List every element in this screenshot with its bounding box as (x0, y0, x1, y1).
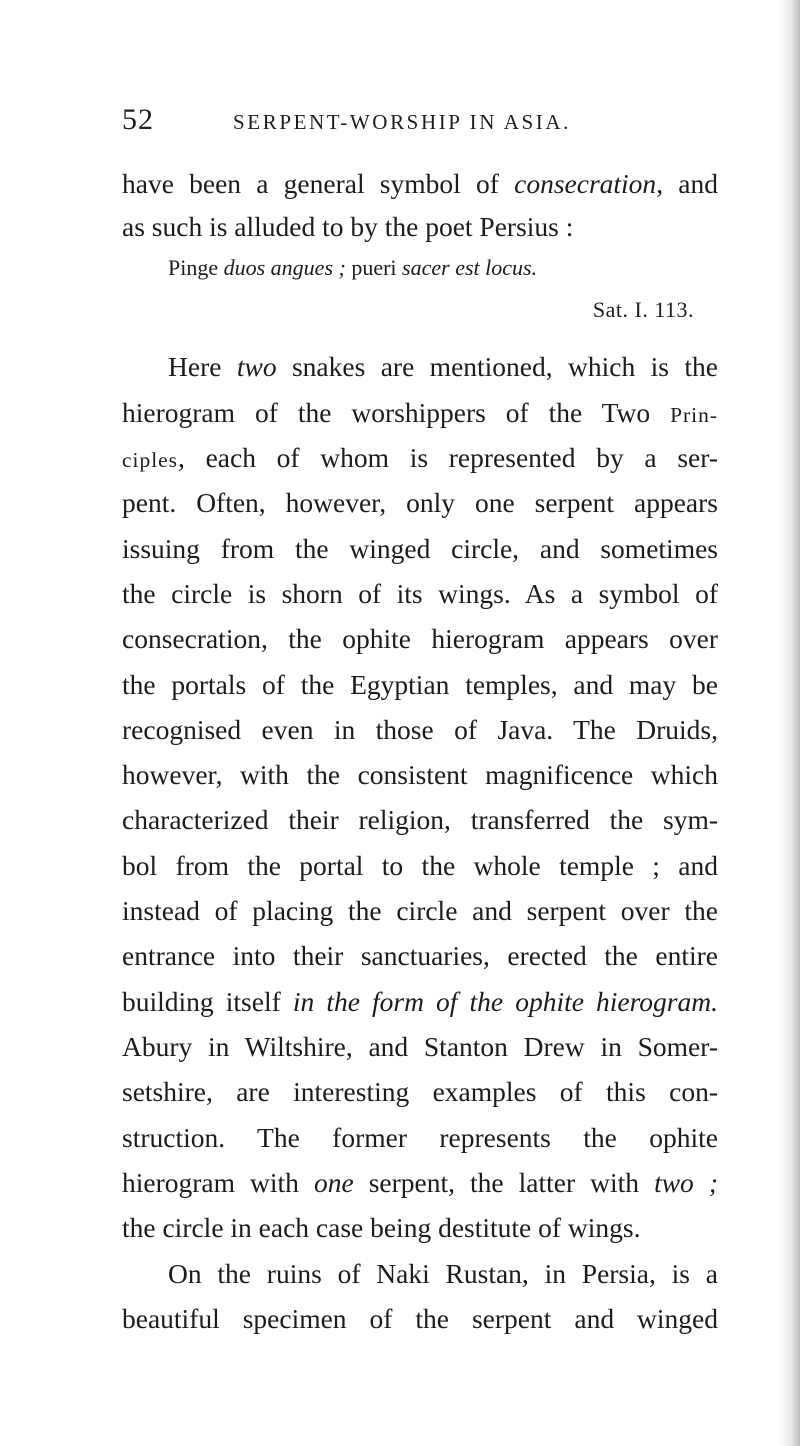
quote-citation: Sat. I. 113. (592, 297, 694, 322)
text-line: entrance into their sanctuaries, erected the entire (122, 940, 718, 971)
text-line: the circle in each case being destitute of wings. (122, 1212, 641, 1243)
text-line: the circle is shorn of its wings. As a symbol of (122, 578, 718, 609)
text-line: beautiful specimen of the serpent and winged (122, 1303, 718, 1334)
text-line: building itself in the form of the ophite hierogram. (122, 986, 718, 1017)
text-line: ciples, each of whom is represented by a ser- (122, 442, 718, 473)
text-line: as such is alluded to by the poet Persius : (122, 211, 574, 242)
text-line: struction. The former represents the ophite (122, 1122, 718, 1153)
page-number: 52 (122, 103, 154, 136)
text-line: On the ruins of Naki Rustan, in Persia, is a (168, 1258, 718, 1289)
text-line: consecration, the ophite hierogram appears over (122, 623, 718, 654)
text-line: pent. Often, however, only one serpent appears (122, 487, 718, 518)
text-line: however, with the consistent magnificence which (122, 759, 718, 790)
text-line: hierogram with one serpent, the latter with two ; (122, 1167, 718, 1198)
text-line: Here two snakes are mentioned, which is the (168, 351, 718, 382)
text-line: characterized their religion, transferred the sym- (122, 804, 718, 835)
page-edge-shadow (778, 0, 800, 1446)
running-head: SERPENT-WORSHIP IN ASIA. (233, 110, 571, 134)
text-line: setshire, are interesting examples of this con- (122, 1076, 718, 1107)
text-line: instead of placing the circle and serpent over the (122, 895, 718, 926)
text-line: hierogram of the worshippers of the Two Prin- (122, 397, 718, 428)
text-line: the portals of the Egyptian temples, and may be (122, 669, 718, 700)
text-line: recognised even in those of Java. The Druids, (122, 714, 718, 745)
text-line: have been a general symbol of consecration, and (122, 168, 718, 199)
text-line: issuing from the winged circle, and sometimes (122, 533, 718, 564)
verse-quote: Pinge duos angues ; pueri sacer est locus. (168, 255, 538, 280)
page-header (122, 100, 718, 140)
text-line: Abury in Wiltshire, and Stanton Drew in Somer- (122, 1031, 718, 1062)
text-line: bol from the portal to the whole temple ; and (122, 850, 718, 881)
